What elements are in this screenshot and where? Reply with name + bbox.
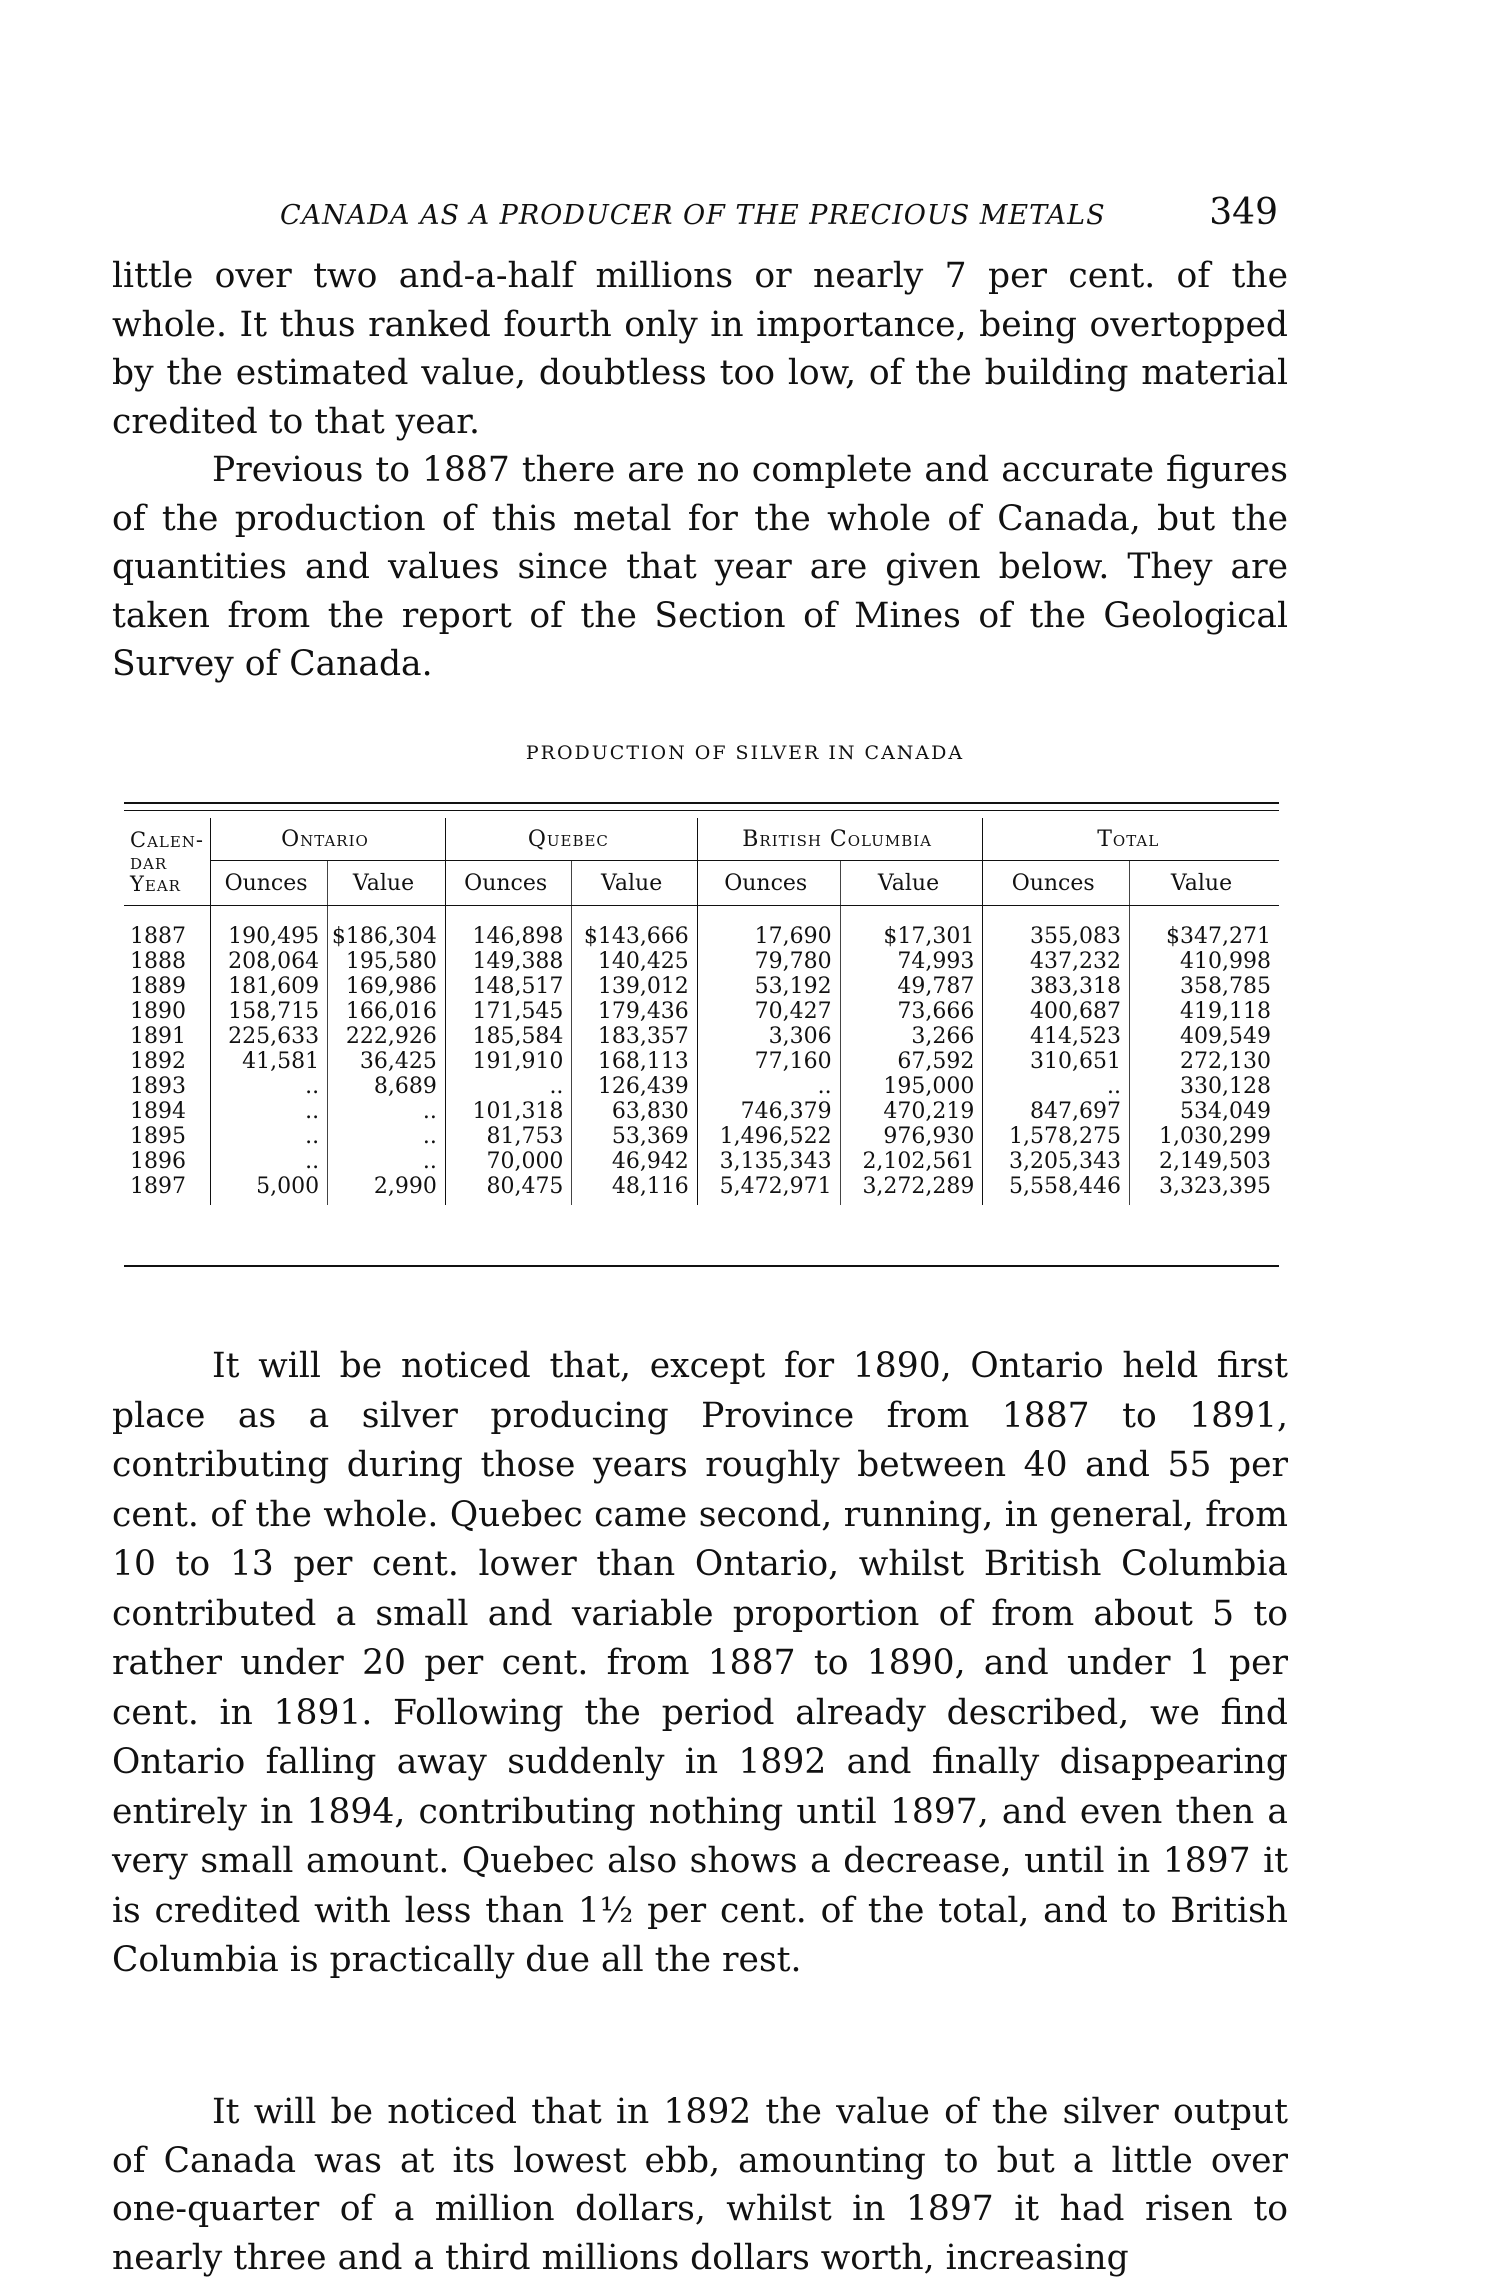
cell-bc-ounces: 3,135,343 [697, 1149, 840, 1174]
year-header: Calen-dar Year [124, 818, 211, 906]
cell-bc-value: 3,272,289 [840, 1174, 983, 1205]
cell-bc-ounces: 3,306 [697, 1024, 840, 1049]
table-row [124, 999, 1279, 1024]
group-header-british-columbia: British Columbia [697, 818, 983, 861]
cell-year: 1887 [124, 924, 211, 949]
cell-bc-ounces: 746,379 [697, 1099, 840, 1124]
cell-quebec-ounces: 148,517 [445, 974, 572, 999]
cell-total-ounces: 310,651 [983, 1049, 1130, 1074]
cell-ontario-value: 166,016 [328, 999, 446, 1024]
cell-ontario-value: $186,304 [328, 924, 446, 949]
cell-total-value: 534,049 [1180, 1099, 1271, 1124]
table-top-rule [124, 802, 1279, 804]
page-number: 349 [1209, 192, 1278, 233]
cell-total-value: 272,130 [1180, 1049, 1271, 1074]
cell-bc-ounces: 5,472,971 [697, 1174, 840, 1205]
cell-quebec-value: 53,369 [572, 1124, 697, 1149]
running-title: CANADA AS A PRODUCER OF THE PRECIOUS METALS [280, 200, 1106, 231]
column-header-bc-ounces: Ounces [697, 861, 840, 906]
cell-quebec-value: 179,436 [572, 999, 697, 1024]
cell-bc-ounces: 1,496,522 [697, 1124, 840, 1149]
cell-total-value: 3,323,395 [1159, 1174, 1271, 1199]
table-row [124, 1074, 1279, 1099]
cell-bc-value: 73,666 [840, 999, 983, 1024]
table-row [124, 1049, 1279, 1074]
column-header-ontario-value: Value [328, 861, 446, 906]
cell-total-ounces: 414,523 [983, 1024, 1130, 1049]
cell-year: 1892 [124, 1049, 211, 1074]
group-header-ontario: Ontario [211, 818, 446, 861]
cell-total-ounces: 437,232 [983, 949, 1130, 974]
cell-total-ounces: .. [983, 1074, 1130, 1099]
table-row [124, 1149, 1279, 1174]
paragraph-previous-to-1887: Previous to 1887 there are no complete and accurate figures of the production of this metal for the whole of Canada, but the quantities and values since that year are given below. They are taken from the report of the Section of Mines of the Geological Survey of Canada. [112, 450, 1288, 684]
cell-total-ounces: 3,205,343 [983, 1149, 1130, 1174]
table-row [124, 1099, 1279, 1124]
cell-ontario-value: .. [328, 1149, 446, 1174]
cell-ontario-value: 222,926 [328, 1024, 446, 1049]
cell-bc-ounces: 17,690 [697, 924, 840, 949]
cell-quebec-ounces: 171,545 [445, 999, 572, 1024]
cell-total-value: 358,785 [1180, 974, 1271, 999]
table-row [124, 924, 1279, 949]
cell-bc-value: 2,102,561 [840, 1149, 983, 1174]
cell-ontario-ounces: 41,581 [211, 1049, 328, 1074]
table-row [124, 1024, 1279, 1049]
cell-year: 1893 [124, 1074, 211, 1099]
cell-ontario-ounces: .. [211, 1099, 328, 1124]
cell-ontario-ounces: 208,064 [211, 949, 328, 974]
table-row [124, 1174, 1279, 1205]
cell-year: 1889 [124, 974, 211, 999]
silver-production-table [124, 818, 1279, 1205]
cell-bc-value: 976,930 [840, 1124, 983, 1149]
cell-year: 1890 [124, 999, 211, 1024]
column-header-quebec-ounces: Ounces [445, 861, 572, 906]
cell-bc-ounces: 79,780 [697, 949, 840, 974]
cell-ontario-value: 8,689 [328, 1074, 446, 1099]
cell-ontario-ounces: 5,000 [211, 1174, 328, 1205]
cell-quebec-value: $143,666 [572, 924, 697, 949]
cell-quebec-ounces: 70,000 [445, 1149, 572, 1174]
cell-ontario-ounces: 190,495 [211, 924, 328, 949]
cell-ontario-ounces: .. [211, 1124, 328, 1149]
cell-year: 1888 [124, 949, 211, 974]
cell-ontario-ounces: 181,609 [211, 974, 328, 999]
column-header-ontario-ounces: Ounces [211, 861, 328, 906]
table-row [124, 1124, 1279, 1149]
cell-total-ounces: 847,697 [983, 1099, 1130, 1124]
cell-total-value: 419,118 [1180, 999, 1271, 1024]
cell-quebec-value: 140,425 [572, 949, 697, 974]
cell-quebec-value: 48,116 [572, 1174, 697, 1205]
cell-quebec-ounces: 81,753 [445, 1124, 572, 1149]
cell-total-value: 330,128 [1180, 1074, 1271, 1099]
column-header-quebec-value: Value [572, 861, 697, 906]
cell-quebec-ounces: 80,475 [445, 1174, 572, 1205]
cell-year: 1896 [124, 1149, 211, 1174]
column-header-total-ounces: Ounces [983, 861, 1130, 906]
cell-ontario-ounces: .. [211, 1074, 328, 1099]
table-row [124, 949, 1279, 974]
cell-year: 1891 [124, 1024, 211, 1049]
cell-ontario-value: 195,580 [328, 949, 446, 974]
cell-bc-value: $17,301 [840, 924, 983, 949]
cell-ontario-ounces: 158,715 [211, 999, 328, 1024]
group-header-quebec: Quebec [445, 818, 697, 861]
cell-quebec-ounces: 185,584 [445, 1024, 572, 1049]
cell-bc-value: 74,993 [840, 949, 983, 974]
cell-ontario-value: 169,986 [328, 974, 446, 999]
cell-bc-value: 49,787 [840, 974, 983, 999]
cell-bc-ounces: 77,160 [697, 1049, 840, 1074]
cell-total-ounces: 1,578,275 [983, 1124, 1130, 1149]
cell-bc-ounces: 53,192 [697, 974, 840, 999]
cell-quebec-value: 168,113 [572, 1049, 697, 1074]
table-caption: PRODUCTION OF SILVER IN CANADA [525, 742, 965, 764]
cell-bc-value: 3,266 [840, 1024, 983, 1049]
running-head [110, 188, 1290, 248]
cell-bc-value: 195,000 [840, 1074, 983, 1099]
cell-total-value: 409,549 [1180, 1024, 1271, 1049]
cell-year: 1895 [124, 1124, 211, 1149]
cell-quebec-ounces: 146,898 [445, 924, 572, 949]
paragraph-continuation: little over two and-a-half millions or nearly 7 per cent. of the whole. It thus ranked fourth only in importance, being overtopped by the estimated value, doubtless too low, of the building material credited to that year. [112, 256, 1288, 442]
cell-quebec-value: 183,357 [572, 1024, 697, 1049]
cell-bc-value: 470,219 [840, 1099, 983, 1124]
cell-bc-ounces: .. [697, 1074, 840, 1099]
cell-total-value: 1,030,299 [1159, 1124, 1271, 1149]
cell-total-ounces: 355,083 [983, 924, 1130, 949]
cell-total-value: 2,149,503 [1159, 1149, 1271, 1174]
cell-quebec-value: 126,439 [572, 1074, 697, 1099]
cell-ontario-ounces: 225,633 [211, 1024, 328, 1049]
cell-year: 1894 [124, 1099, 211, 1124]
cell-quebec-ounces: 149,388 [445, 949, 572, 974]
cell-ontario-ounces: .. [211, 1149, 328, 1174]
cell-quebec-value: 46,942 [572, 1149, 697, 1174]
cell-quebec-ounces: .. [445, 1074, 572, 1099]
column-header-bc-value: Value [840, 861, 983, 906]
cell-total-value: 410,998 [1180, 949, 1271, 974]
cell-total-ounces: 5,558,446 [983, 1174, 1130, 1205]
cell-quebec-value: 139,012 [572, 974, 697, 999]
group-header-total: Total [983, 818, 1279, 861]
cell-total-ounces: 383,318 [983, 974, 1130, 999]
cell-total-value: $347,271 [1166, 924, 1271, 949]
cell-bc-ounces: 70,427 [697, 999, 840, 1024]
cell-ontario-value: 36,425 [328, 1049, 446, 1074]
cell-ontario-value: 2,990 [328, 1174, 446, 1205]
paragraph-lowest-ebb: It will be noticed that in 1892 the value of the silver output of Canada was at its lowest ebb, amounting to but a little over one-quarter of a million dollars, whilst in 1897 it had risen to nearly three and a third millions dollars worth, increasing [112, 2092, 1288, 2278]
cell-ontario-value: .. [328, 1124, 446, 1149]
table-bottom-rule [124, 1265, 1279, 1267]
cell-total-ounces: 400,687 [983, 999, 1130, 1024]
cell-year: 1897 [124, 1174, 211, 1205]
cell-ontario-value: .. [328, 1099, 446, 1124]
table-row [124, 974, 1279, 999]
table-top-rule-thin [124, 810, 1279, 811]
cell-quebec-value: 63,830 [572, 1099, 697, 1124]
column-header-total-value: Value [1130, 861, 1280, 906]
paragraph-ontario-first-place: It will be noticed that, except for 1890, Ontario held first place as a silver producing Province from 1887 to 1891, contributing during those years roughly between 40 and 55 per cent. of the whole. Quebec came second, running, in general, from 10 to 13 per cent. lower than Ontario, whilst British Columbia contributed a small and variable proportion of from about 5 to rather under 20 per cent. from 1887 to 1890, and under 1 per cent. in 1891. Following the period already described, we find Ontario falling away suddenly in 1892 and finally disappearing entirely in 1894, contributing nothing until 1897, and even then a very small amount. Quebec also shows a decrease, until in 1897 it is credited with less than 1½ per cent. of the total, and to British Columbia is practically due all the rest. [112, 1346, 1288, 1980]
cell-bc-value: 67,592 [840, 1049, 983, 1074]
cell-quebec-ounces: 191,910 [445, 1049, 572, 1074]
cell-quebec-ounces: 101,318 [445, 1099, 572, 1124]
